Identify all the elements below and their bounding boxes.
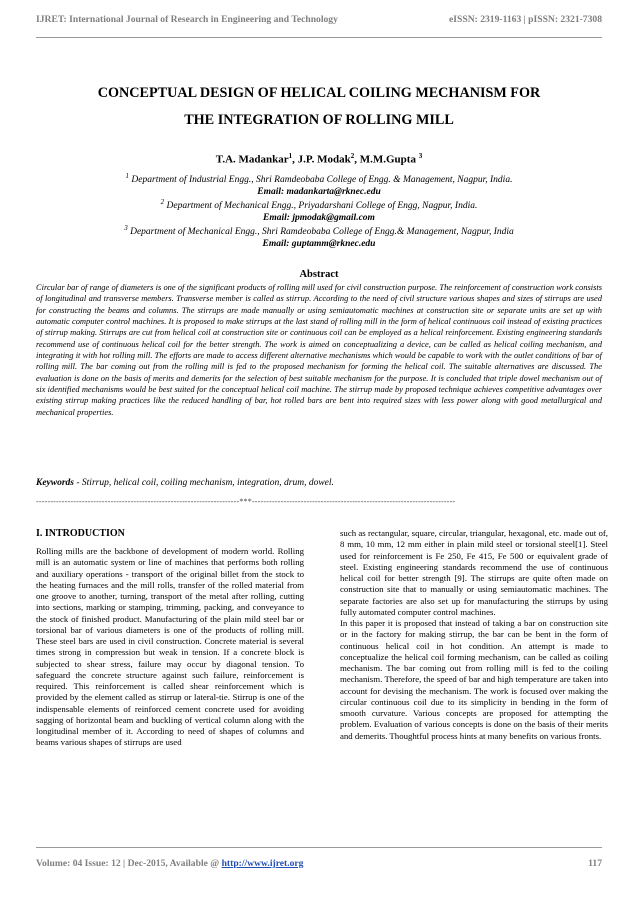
affiliation-3: $^3$ Department of Mechanical Engg., Shri Ramdeobaba College of Engg.& Management, Nagpur, India Email: guptamm@rknec.edu (36, 222, 602, 250)
affiliation-email: Email: madankarta@rknec.edu (257, 187, 381, 198)
author-list: T.A. Madankar$^1$, J.P. Modak$^2$, M.M.Gupta $^3$ (215, 152, 423, 166)
paragraph: Rolling mills are the backbone of development of modern world. Rolling mill is an automatic system or line of machines that performs both rolling and auxiliary operations - transport of the original billet from the stock to the heating furnaces and the mill rolls, transfer of the rolled material from one groove to another, turning, transport of the metal after rolling, cutting into sections, marking or stamping, trimming, packing, and conveyance to the stock of finished product. Manufacturing of the plain mild steel bar or torsional bar of various diameters is one of the products of rolling mill. These steel bars are used in civil construction. Concrete material is several times strong in compression but weak in tension. If a concrete block is subjected to shear stress, failure may occur by diagonal tension. To safeguard the concrete structure against such failure, reinforcement is required. This reinforcement is called shear reinforcement which is provided by the element called as stirrup or lateral-tie. Stirrup is one of the indispensable elements of reinforced cement concrete used for avoiding sagging of horizontal beam and buckling of vertical column along with the longitudinal member of it. According to need of shapes of columns and beams various shapes of stirrups are used (36, 546, 304, 748)
abstract-heading: Abstract (299, 269, 339, 280)
keywords (36, 477, 602, 489)
footer-rule (36, 847, 602, 848)
running-footer (36, 858, 602, 872)
affiliation-email: Email: guptamm@rknec.edu (262, 239, 376, 250)
affiliation-email: Email: jpmodak@gmail.com (263, 213, 375, 224)
affiliation-dept: Department of Industrial Engg., Shri Ramdeobaba College of Engg. & Management, Nagpur, India. (131, 175, 513, 186)
body-column-left (36, 546, 304, 749)
keywords-label: Keywords (36, 478, 74, 488)
affiliation-dept: Department of Mechanical Engg., Priyadarshani College of Engg, Nagpur, India. (166, 201, 478, 212)
paragraph: In this paper it is proposed that instead of taking a bar on construction site or in the factory for making stirrup, the bar can be bent in the form of continuous helical coil in hot condition. An attempt is made to conceptualize the helical coil forming mechanism, can be called as coiling mechanism. The bar coming out from rolling mill is fed to the coiling mechanism. Therefore, the speed of bar and high temperature are taken into account for devising the mechanism. The work is focused over making the circular continuous coil due to its simplicity in bending in the form of smooth curvature. Various concepts are proposed for attempting the problem. Evaluation of various concepts is done on the basis of their merits and demerits. Thoughtful process hints at many benefits on various fronts. (340, 618, 608, 741)
affiliation-2: $^2$ Department of Mechanical Engg., Priyadarshani College of Engg, Nagpur, India. Email: jpmodak@gmail.com (36, 196, 602, 224)
journal-name: IJRET: International Journal of Research in Engineering and Technology (36, 14, 338, 25)
body-column-right (340, 528, 608, 742)
paper-title (36, 80, 602, 134)
affiliation-dept: Department of Mechanical Engg., Shri Ramdeobaba College of Engg.& Management, Nagpur, India (130, 227, 514, 238)
volume-info: Volume: 04 Issue: 12 | Dec-2015, Available @ http://www.ijret.org (36, 858, 304, 869)
author-name: T.A. Madankar (215, 153, 289, 166)
title-line-2: THE INTEGRATION OF ROLLING MILL (184, 112, 454, 128)
page-number: 117 (588, 858, 602, 869)
author-name: J.P. Modak (297, 153, 351, 166)
paragraph: such as rectangular, square, circular, triangular, hexagonal, etc. made out of, 8 mm, 10 mm, 12 mm either in plain mild steel or torsional steel[1]. Steel used for reinforcement is Fe 250, Fe 415, Fe 500 or equivalent grade of steel. Existing engineering standards recommend the use of continuous helical coil for better strength [9]. The stirrups are quite often made on construction site that to manually or using semiautomatic machines. The separate factories are also set up for manufacturing the stirrups by using fully automated computer control machines. (340, 528, 608, 617)
journal-link[interactable]: http://www.ijret.org (221, 858, 304, 869)
abstract-text: Circular bar of range of diameters is one of the significant products of rolling mill used for civil construction purpose. The reinforcement of construction work consists of longitudinal and transverse members. Transverse member is called as stirrup. According to the need of civil structure various shapes and sizes of stirrups are used for constructing the beams and columns. The stirrups are made manually or using semiautomatic machines at construction site or separate units are set up with automatic computer control machines. It is proposed to make stirrups at the last stand of rolling mill in the form of helical continuous coil instead of existing practices of stirrup making. Stirrups are cut from helical coil at construction site or continuous coil can be employed as a helical reinforcement. Existing engineering standards recommend use of continuous helical coil for the better strength. The work is aimed on conceptualizing a device, can be called as helical coiling mechanism, and integrating it with hot rolling mill. The efforts are made to access different alternative mechanisms which would be capable to work with the outlet conditions of bar of rolling mill. The bar coming out from the rolling mill is fed to the proposed mechanism for forming the helical coil. The suitable alternatives are discussed. The evaluation is done on the basis of merits and demerits for the selection of best suitable mechanism for the purpose. It is concluded that triple dowel mechanism out of six identified mechanisms would be best suited for the conceptual helical coil machine. The stirrup made by proposed technique achieves competitive advantages over existing stirrup making practices like the reduced handling of bar, hot rolled bars are bent into required sizes with less power along with good metallurgical and mechanical properties. (36, 282, 602, 417)
keywords-text: - Stirrup, helical coil, coiling mechanism, integration, drum, dowel. (74, 478, 334, 488)
affiliation-1: $^1$ Department of Industrial Engg., Shri Ramdeobaba College of Engg. & Management, Nagpur, India. Email: madankarta@rknec.edu (36, 170, 602, 198)
running-header (36, 14, 602, 28)
issn: eISSN: 2319-1163 | pISSN: 2321-7308 (449, 14, 602, 25)
title-line-1: CONCEPTUAL DESIGN OF HELICAL COILING MECHANISM FOR (97, 85, 541, 101)
section-separator: -----------------------------------------------------------------------***----------------------------------------------------------------------- (36, 497, 456, 506)
author-name: M.M.Gupta (359, 153, 416, 166)
section-heading-introduction: I. INTRODUCTION (36, 528, 125, 539)
header-rule (36, 37, 602, 38)
